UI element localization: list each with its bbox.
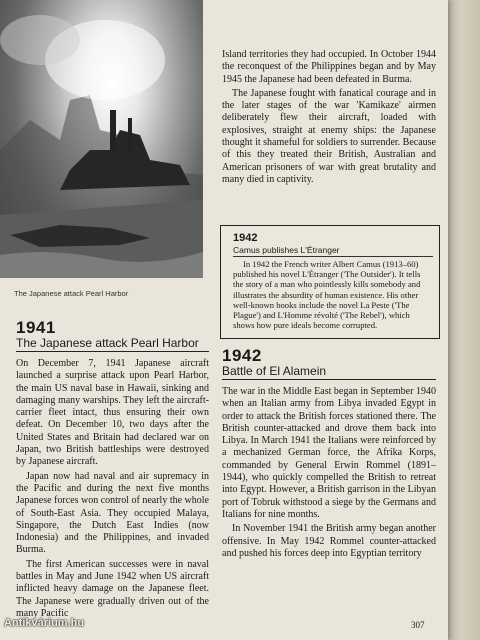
section-year-1942: 1942 [222,346,262,365]
sidebar-box-camus [220,225,440,339]
sidebar-text [233,259,433,330]
paragraph: The war in the Middle East began in September 1940 when an Italian army from Libya invaded Egypt in order to attack the British forces stationed there. The British counter-attacked and drove them back into Libya. In March 1941 the Italians were reinforced by a mechanized German force, the Afrika Korps, commanded by General Erwin Rommel (1891–1944), who quickly compelled the British to retreat into Egypt. However, a British garrison in the Libyan port of Tobruk withstood a siege by the Germans and Italians for nine months. [222,386,436,520]
paragraph: The first American successes were in naval battles in May and June 1942 when US aircraft inflicted heavy damage on the Japanese fleet. The Japanese were gradually driven out of the many Pacific [16,558,209,619]
paragraph: In November 1941 the British army began another offensive. In May 1942 Rommel counter-attacked and pushed his forces deep into Egyptian territory [222,523,436,559]
paragraph: Island territories they had occupied. In October 1944 the reconquest of the Philippines began and by May 1945 the Japanese had been defeated in Burma. [222,49,436,85]
paragraph: Japan now had naval and air supremacy in the Pacific and during the next five months Japanese forces won control of nearly the whole of South-East Asia. They occupied Malaya, Singapore, the Dutch East Indies (now Indonesia) and the Philippines, and invaded Burma. [16,470,209,556]
section-year-1941: 1941 [16,318,56,337]
paragraph: The Japanese fought with fanatical courage and in the later stages of the war 'Kamikaze' airmen deliberately flew their aircraft, loaded with explosives, straight at enemy ships: the Japanese thought it shameful for soldiers to surrender. Because of this they treated their British, Australian and American prisoners of war with great brutality and many died in captivity. [222,87,436,185]
watermark: Antikvárium.hu [4,617,85,629]
book-page-edge [448,0,480,640]
section-rule-1942 [222,379,436,380]
section-body-1942 [222,386,436,562]
section-rule-1941 [16,351,209,352]
photo-caption: The Japanese attack Pearl Harbor [14,289,129,298]
battle-scene-graphic [0,0,203,278]
section-body-1941 [16,358,209,622]
paragraph: In 1942 the French writer Albert Camus (1913–60) published his novel L'Étranger ('The Outsider'). It tells the story of a man who pointlessly kills somebody and illustrates the absurdity of human existence. His other well-known books include the novel La Peste ('The Plague') and L'Homme révolté ('The Rebel'), which shows how pure ideals become corrupted. [233,259,421,331]
paragraph: On December 7, 1941 Japanese aircraft launched a surprise attack upon Pearl Harbor, the main US naval base in Hawaii, sinking and damaging many warships. They left the aircraft-carrier fleet intact, thus ensuring their own defeat. On December 10, two days after the United States and Britain had declared war on Japan, two British battleships were destroyed by Japanese aircraft. [16,358,209,468]
pearl-harbor-illustration [0,0,203,278]
right-column-continuation [222,49,436,188]
page-number: 307 [411,620,425,630]
sidebar-year: 1942 [233,232,258,244]
section-title-pearl-harbor: The Japanese attack Pearl Harbor [16,336,199,350]
sidebar-rule [233,256,433,257]
sidebar-subtitle: Camus publishes L'Étranger [233,245,340,255]
section-title-el-alamein: Battle of El Alamein [222,364,327,378]
